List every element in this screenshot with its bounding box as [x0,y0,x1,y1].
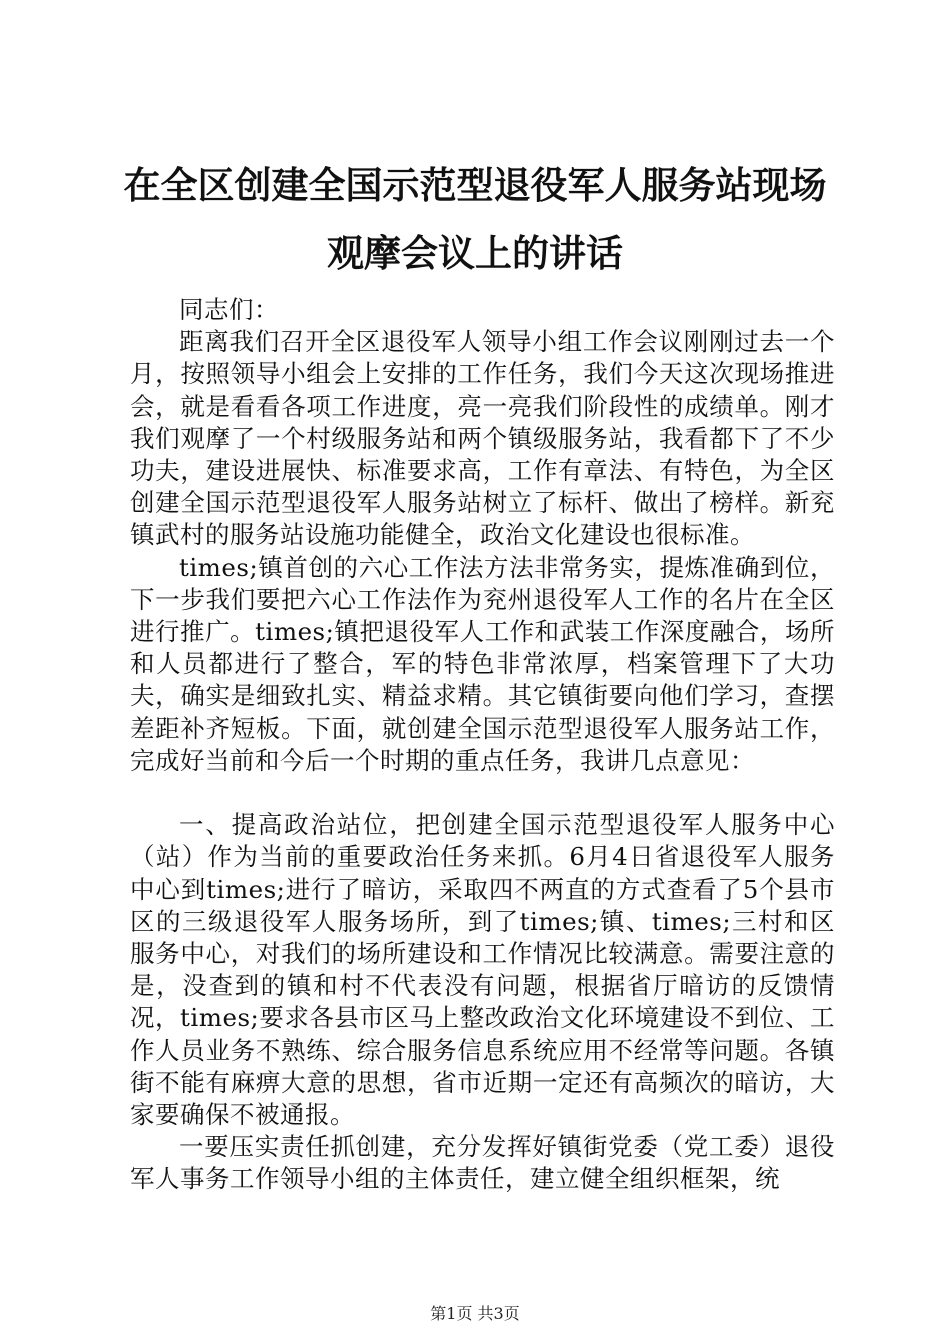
body-paragraph: 一要压实责任抓创建，充分发挥好镇街党委（党工委）退役军人事务工作领导小组的主体责任，建立健全组织框架，统 [130,1132,835,1194]
body-paragraph: times;镇首创的六心工作法方法非常务实，提炼准确到位，下一步我们要把六心工作法作为兖州退役军人工作的名片在全区进行推广。times;镇把退役军人工作和武装工作深度融合，场所和人员都进行了整合，军的特色非常浓厚，档案管理下了大功夫，确实是细致扎实、精益求精。其它镇街要向他们学习，查摆差距补齐短板。下面，就创建全国示范型退役军人服务站工作，完成好当前和今后一个时期的重点任务，我讲几点意见： [130,552,835,775]
salutation-paragraph: 同志们： [179,295,279,324]
document-body [130,294,835,1196]
page-footer: 第1页 共3页 [430,1304,520,1323]
document-title: 在全区创建全国示范型退役军人服务站现场观摩会议上的讲话 [123,164,827,275]
section-one-paragraph: 一、提高政治站位，把创建全国示范型退役军人服务中心（站）作为当前的重要政治任务来抓。6月4日省退役军人服务中心到times;进行了暗访，采取四不两直的方式查看了5个县市区的三级退役军人服务场所，到了times;镇、times;三村和区服务中心，对我们的场所建设和工作情况比较满意。需要注意的是，没查到的镇和村不代表没有问题，根据省厅暗访的反馈情况，times;要求各县市区马上整改政治文化环境建设不到位、工作人员业务不熟练、综合服务信息系统应用不经常等问题。各镇街不能有麻痹大意的思想，省市近期一定还有高频次的暗访，大家要确保不被通报。 [130,810,835,1130]
body-paragraph: 距离我们召开全区退役军人领导小组工作会议刚刚过去一个月，按照领导小组会上安排的工作任务，我们今天这次现场推进会，就是看看各项工作进度，亮一亮我们阶段性的成绩单。刚才我们观摩了一个村级服务站和两个镇级服务站，我看都下了不少功夫，建设进展快、标准要求高，工作有章法、有特色，为全区创建全国示范型退役军人服务站树立了标杆、做出了榜样。新兖镇武村的服务站设施功能健全，政治文化建设也很标准。 [130,327,835,550]
